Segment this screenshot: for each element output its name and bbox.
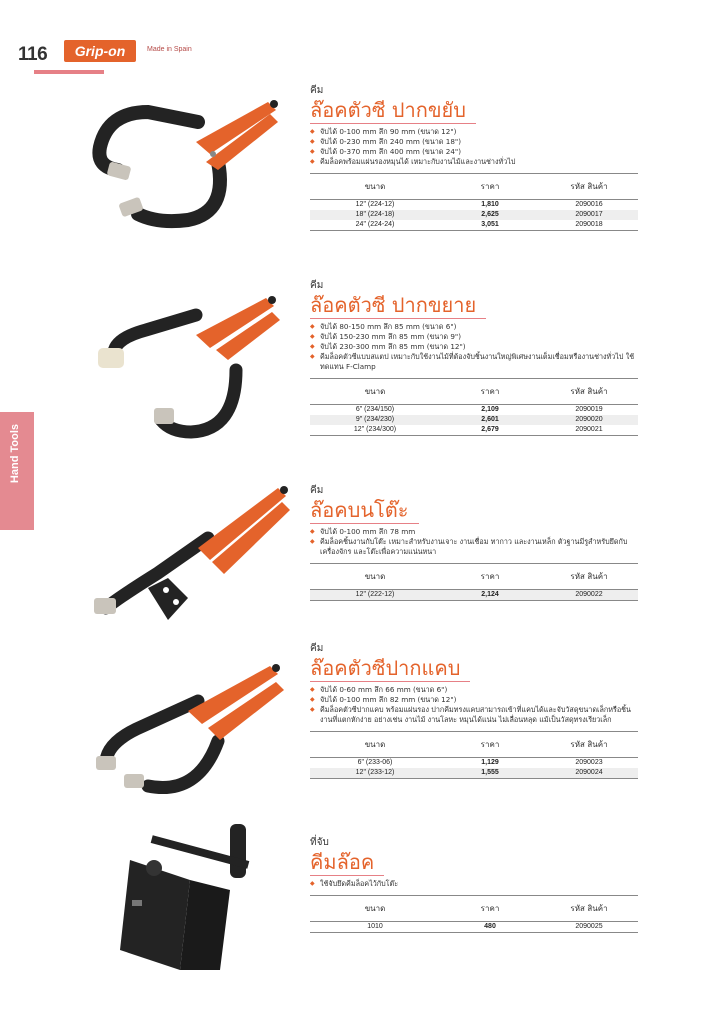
code-header: รหัส สินค้า: [540, 564, 638, 590]
code-cell: 2090024: [540, 768, 638, 779]
product-section: [310, 836, 638, 933]
brand-logo: Grip-on: [64, 40, 136, 62]
price-cell: 3,051: [440, 220, 540, 231]
price-header: ราคา: [440, 564, 540, 590]
feature-list: [310, 879, 638, 889]
feature-item: ◆ จับได้ 150-230 mm ลึก 85 mm (ขนาด 9"): [310, 332, 638, 342]
table-row: [310, 590, 638, 601]
section-kicker: คีม: [310, 280, 324, 291]
table-row: [310, 415, 638, 425]
feature-item: ◆ ใช้จับยึดคีมล็อคไว้กับโต๊ะ: [310, 879, 638, 889]
price-table: [310, 378, 638, 436]
c-clamp-swivel-pads-image: [78, 92, 298, 242]
feature-item: ◆ คีมล็อคตัวซีปากแคบ พร้อมแผ่นรอง ปากคีมทรงแคบสามารถเข้าที่แคบได้และจับวัสดุขนาดเล็กหรือชิ้นงานที่แตกหักง่าย อย่างเช่น งานไม้ งานโลหะ หมุนได้แน่น ไม่เลื่อนหลุด แม้เป็นวัสดุทรงเรียวเล็ก: [310, 705, 638, 725]
page-number: 116: [18, 44, 48, 65]
section-title: ล๊อคตัวซีปากแคบ: [310, 656, 470, 682]
feature-list: [310, 527, 638, 557]
feature-item: ◆ จับได้ 0-370 mm ลึก 400 mm (ขนาด 24"): [310, 147, 638, 157]
price-header: ราคา: [440, 896, 540, 922]
size-cell: 6" (234/150): [355, 406, 395, 413]
made-in-label: Made in Spain: [147, 46, 192, 53]
section-kicker: คีม: [310, 485, 324, 496]
code-header: รหัส สินค้า: [540, 379, 638, 405]
feature-item: ◆ จับได้ 0-100 mm ลึก 90 mm (ขนาด 12"): [310, 127, 638, 137]
table-row: [310, 405, 638, 416]
size-cell: 24" (224-24): [310, 220, 440, 231]
clamp-holder-image: [110, 820, 280, 980]
code-cell: 2090017: [540, 210, 638, 220]
code-header: รหัส สินค้า: [540, 174, 638, 200]
size-header: ขนาด: [310, 896, 440, 922]
section-kicker: คีม: [310, 85, 324, 96]
code-cell: 2090023: [575, 759, 603, 766]
price-header: ราคา: [440, 379, 540, 405]
size-header: ขนาด: [310, 174, 440, 200]
section-title: คีมล๊อค: [310, 850, 384, 876]
product-section: [310, 484, 638, 601]
size-header: ขนาด: [310, 564, 440, 590]
product-section: [310, 279, 638, 436]
product-section: [310, 642, 638, 779]
feature-item: ◆ จับได้ 0-100 mm ลึก 82 mm (ขนาด 12"): [310, 695, 638, 705]
feature-list: [310, 322, 638, 372]
header-accent-bar: [34, 70, 104, 74]
size-cell: 12" (222-12): [310, 590, 440, 601]
price-cell: 2,109: [481, 406, 499, 413]
table-row: [310, 768, 638, 779]
product-section: [310, 84, 638, 231]
table-row: [310, 200, 638, 211]
table-row: [310, 220, 638, 231]
price-cell: 1,129: [481, 759, 499, 766]
feature-list: [310, 685, 638, 725]
feature-list: [310, 127, 638, 167]
section-title: ล๊อคบนโต๊ะ: [310, 498, 419, 524]
code-header: รหัส สินค้า: [540, 732, 638, 758]
section-kicker: คีม: [310, 643, 324, 654]
narrow-c-clamp-image: [88, 656, 298, 806]
price-cell: 2,124: [440, 590, 540, 601]
size-cell: 1010: [310, 922, 440, 933]
size-header: ขนาด: [310, 379, 440, 405]
code-cell: 2090020: [540, 415, 638, 425]
price-cell: 480: [440, 922, 540, 933]
size-cell: 9" (234/230): [310, 415, 440, 425]
table-row: [310, 210, 638, 220]
price-cell: 1,555: [440, 768, 540, 779]
size-cell: 6" (233-06): [357, 759, 393, 766]
section-title: ล๊อคตัวซี ปากขยับ: [310, 98, 476, 124]
code-cell: 2090025: [540, 922, 638, 933]
size-header: ขนาด: [310, 732, 440, 758]
price-table: [310, 731, 638, 779]
section-title: ล๊อคตัวซี ปากขยาย: [310, 293, 486, 319]
side-tab-label: Hand Tools: [9, 424, 21, 484]
price-table: [310, 173, 638, 231]
price-header: ราคา: [440, 732, 540, 758]
price-table: [310, 895, 638, 933]
code-cell: 2090022: [540, 590, 638, 601]
code-cell: 2090019: [575, 406, 603, 413]
feature-item: ◆ คีมล็อคพร้อมแผ่นรองหมุนได้ เหมาะกับงานไม้และงานช่างทั่วไป: [310, 157, 638, 167]
feature-item: ◆ จับได้ 0-60 mm ลึก 66 mm (ขนาด 6"): [310, 685, 638, 695]
code-cell: 2090016: [575, 201, 603, 208]
feature-item: ◆ จับได้ 0-100 mm ลึก 78 mm: [310, 527, 638, 537]
size-cell: 12" (233-12): [310, 768, 440, 779]
feature-item: ◆ คีมล็อคชิ้นงานกับโต๊ะ เหมาะสำหรับงานเจาะ งานเชื่อม ทากาว และงานเหล็ก ตัวฐานมีรูสำหรับยึดกับเครื่องจักร และโต๊ะเพื่อความแน่นหนา: [310, 537, 638, 557]
c-clamp-wide-jaw-image: [86, 290, 296, 445]
section-kicker: ที่จับ: [310, 837, 329, 848]
table-row: [310, 425, 638, 436]
price-cell: 2,625: [440, 210, 540, 220]
code-cell: 2090018: [540, 220, 638, 231]
table-row: [310, 922, 638, 933]
feature-item: ◆ จับได้ 80-150 mm ลึก 85 mm (ขนาด 6"): [310, 322, 638, 332]
feature-item: ◆ จับได้ 230-300 mm ลึก 85 mm (ขนาด 12"): [310, 342, 638, 352]
size-cell: 12" (234/300): [310, 425, 440, 436]
price-table: [310, 563, 638, 601]
size-cell: 12" (224-12): [355, 201, 395, 208]
feature-item: ◆ คีมล็อคตัวซีแบบสแตป เหมาะกับใช้งานไม้ที่ต้องจับชิ้นงานใหญ่พิเศษงานเต็มเชื่อมหรืองานช่างทั่วไป ใช้ทดแทน F-Clamp: [310, 352, 638, 372]
price-cell: 1,810: [481, 201, 499, 208]
code-header: รหัส สินค้า: [540, 896, 638, 922]
feature-item: ◆ จับได้ 0-230 mm ลึก 240 mm (ขนาด 18"): [310, 137, 638, 147]
price-header: ราคา: [440, 174, 540, 200]
price-cell: 2,601: [440, 415, 540, 425]
price-cell: 2,679: [440, 425, 540, 436]
size-cell: 18" (224-18): [310, 210, 440, 220]
table-clamp-image: [88, 478, 298, 628]
code-cell: 2090021: [540, 425, 638, 436]
table-row: [310, 758, 638, 769]
